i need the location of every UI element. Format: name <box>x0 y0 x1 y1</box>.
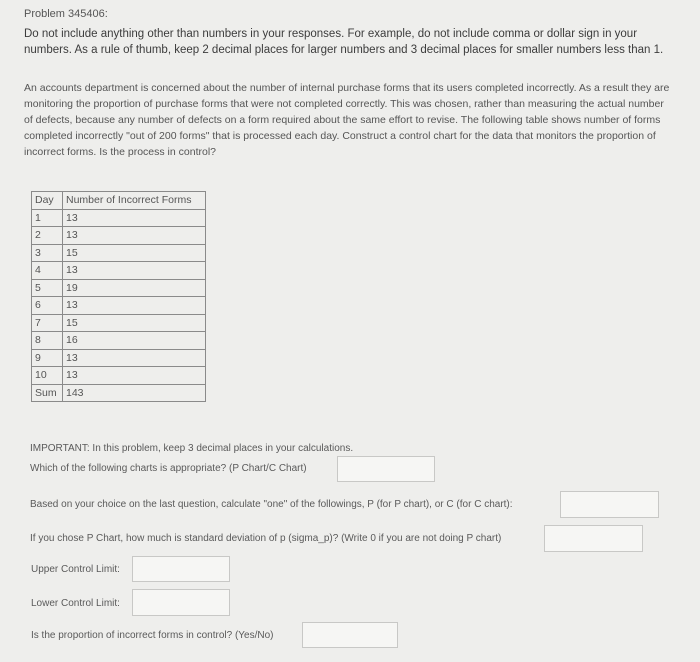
lcl-label: Lower Control Limit: <box>31 598 120 609</box>
sigma-p-answer-input[interactable] <box>544 525 643 552</box>
lcl-answer-input[interactable] <box>132 589 230 616</box>
incorrect-forms-cell: 13 <box>63 349 206 367</box>
instructions-text: Do not include anything other than numbers in your responses. For example, do not include comma or dollar sign in your numbers. As a rule of thumb, keep 2 decimal places for larger numbers and 3 decimal places for smaller numbers less than 1. <box>24 28 664 56</box>
ucl-label: Upper Control Limit: <box>31 564 120 575</box>
day-cell: 4 <box>32 262 63 280</box>
header-day: Day <box>32 192 63 210</box>
center-value-answer-input[interactable] <box>560 491 659 518</box>
incorrect-forms-cell: 13 <box>63 262 206 280</box>
day-cell: 1 <box>32 209 63 227</box>
incorrect-forms-cell: 13 <box>63 297 206 315</box>
chart-type-question: Which of the following charts is appropriate? (P Chart/C Chart) <box>30 463 307 474</box>
in-control-question: Is the proportion of incorrect forms in control? (Yes/No) <box>31 630 274 641</box>
table-row <box>32 279 206 297</box>
table-header-row <box>32 192 206 210</box>
day-cell: 5 <box>32 279 63 297</box>
day-cell: 7 <box>32 314 63 332</box>
table-row <box>32 332 206 350</box>
incorrect-forms-cell: 13 <box>63 367 206 385</box>
table-row <box>32 244 206 262</box>
table-row <box>32 297 206 315</box>
day-cell: 9 <box>32 349 63 367</box>
table-row <box>32 314 206 332</box>
day-cell: 2 <box>32 227 63 245</box>
incorrect-forms-table <box>31 191 206 402</box>
day-cell: 10 <box>32 367 63 385</box>
day-cell: 6 <box>32 297 63 315</box>
sum-value-cell: 143 <box>63 384 206 402</box>
table-row <box>32 227 206 245</box>
important-note: IMPORTANT: In this problem, keep 3 decimal places in your calculations. <box>30 443 354 454</box>
ucl-answer-input[interactable] <box>132 556 230 582</box>
incorrect-forms-cell: 16 <box>63 332 206 350</box>
table-row <box>32 367 206 385</box>
sum-row <box>32 384 206 402</box>
problem-id: Problem 345406: <box>24 8 108 20</box>
incorrect-forms-cell: 13 <box>63 209 206 227</box>
incorrect-forms-cell: 13 <box>63 227 206 245</box>
sigma-p-question: If you chose P Chart, how much is standard deviation of p (sigma_p)? (Write 0 if you are not doing P chart) <box>30 533 502 544</box>
sum-label-cell: Sum <box>32 384 63 402</box>
center-value-question: Based on your choice on the last question, calculate "one" of the followings, P (for P chart), or C (for C chart): <box>30 499 513 510</box>
problem-description: An accounts department is concerned about the number of internal purchase forms that its users completed incorrectly. As a result they are monitoring the proportion of purchase forms that were not completed correctly. This was chosen, rather than measuring the actual number of defects, because any number of defects on a form required about the same effort to revise. The following table shows number of forms completed incorrectly "out of 200 forms" that is processed each day. Construct a control chart for the data that monitors the proportion of incorrect forms. Is the process in control? <box>24 82 670 158</box>
in-control-answer-input[interactable] <box>302 622 398 648</box>
incorrect-forms-cell: 15 <box>63 314 206 332</box>
incorrect-forms-cell: 15 <box>63 244 206 262</box>
chart-type-answer-input[interactable] <box>337 456 435 482</box>
header-incorrect-forms: Number of Incorrect Forms <box>63 192 206 210</box>
table-row <box>32 349 206 367</box>
incorrect-forms-cell: 19 <box>63 279 206 297</box>
day-cell: 3 <box>32 244 63 262</box>
day-cell: 8 <box>32 332 63 350</box>
table-row <box>32 262 206 280</box>
table-row <box>32 209 206 227</box>
